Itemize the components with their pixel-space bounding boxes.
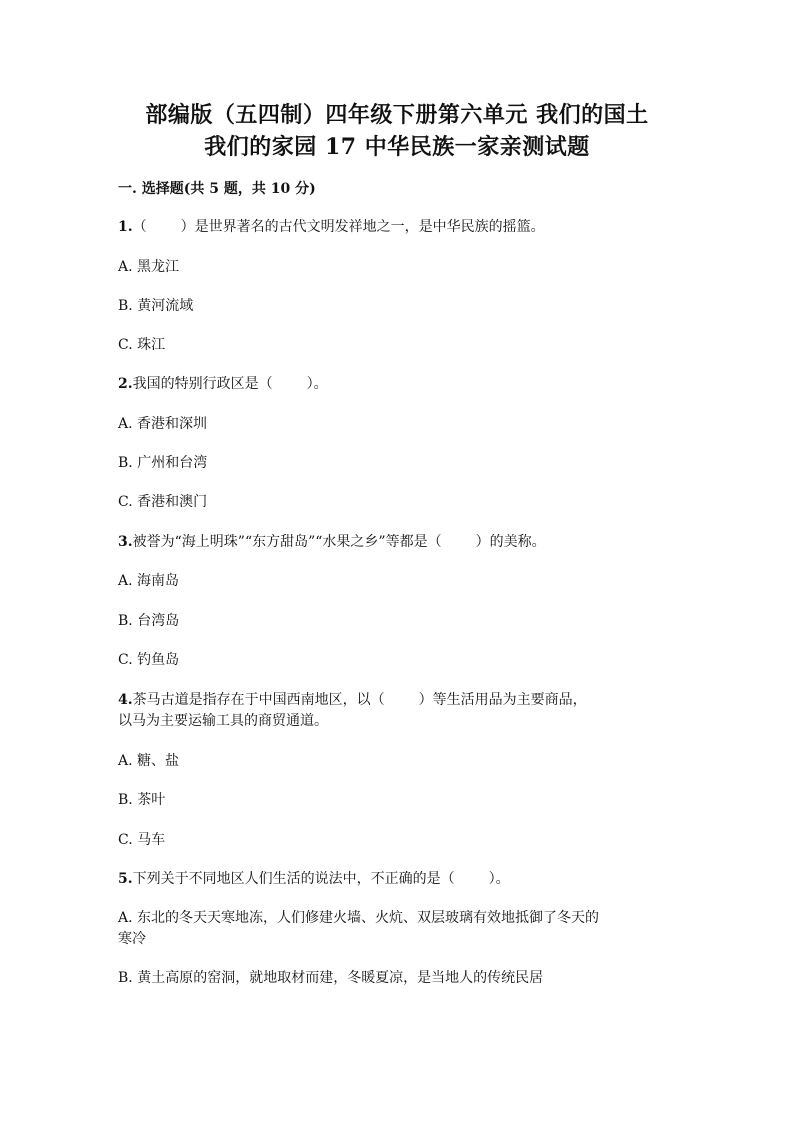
question-text-suffix: ）。	[306, 376, 328, 392]
option-a: A. 香港和深圳	[118, 416, 208, 432]
question-number: 3.	[118, 534, 133, 550]
question-3	[118, 531, 546, 553]
question-text-prefix: 下列关于不同地区人们生活的说法中，不正确的是（	[132, 871, 455, 887]
question-5	[118, 868, 510, 890]
page-title-line-1: 部编版（五四制）四年级下册第六单元 我们的国土	[145, 102, 649, 128]
option-a: A. 东北的冬天天寒地冻，人们修建火墙、火炕、双层玻璃有效地抵御了冬天的	[118, 910, 600, 926]
option-c: C. 珠江	[118, 337, 166, 353]
option-a: A. 黑龙江	[118, 259, 180, 275]
question-text-suffix: ）的美称。	[475, 534, 546, 550]
question-text-prefix: 我国的特别行政区是（	[132, 376, 273, 392]
question-text-prefix: 被誉为“海上明珠”“东方甜岛”“水果之乡”等都是（	[132, 534, 442, 550]
question-4	[118, 689, 587, 711]
option-a: A. 海南岛	[118, 573, 180, 589]
option-b: B. 黄河流域	[118, 298, 194, 314]
option-a-continuation: 寒冷	[118, 931, 146, 947]
question-text-suffix: ）。	[488, 871, 510, 887]
question-1	[118, 216, 545, 238]
option-c: C. 钓鱼岛	[118, 652, 180, 668]
question-text-suffix: ）等生活用品为主要商品，	[418, 692, 587, 708]
question-4-continuation: 以马为主要运输工具的商贸通道。	[118, 713, 328, 729]
question-number: 2.	[118, 376, 133, 392]
option-c: C. 香港和澳门	[118, 494, 208, 510]
option-b: B. 黄土高原的窑洞，就地取材而建，冬暖夏凉，是当地人的传统民居	[118, 970, 544, 986]
question-text-prefix: 茶马古道是指存在于中国西南地区，以（	[132, 692, 385, 708]
question-text-prefix: （	[132, 219, 147, 235]
question-number: 1.	[118, 219, 133, 235]
question-number: 5.	[118, 871, 133, 887]
option-a: A. 糖、盐	[118, 753, 180, 769]
question-2	[118, 373, 328, 395]
page-title-line-2: 我们的家园 17 中华民族一家亲测试题	[204, 134, 590, 160]
section-heading: 一. 选择题(共 5 题，共 10 分)	[118, 181, 316, 197]
option-b: B. 台湾岛	[118, 613, 180, 629]
question-number: 4.	[118, 692, 133, 708]
option-b: B. 茶叶	[118, 792, 166, 808]
question-text-suffix: ）是世界著名的古代文明发祥地之一，是中华民族的摇篮。	[180, 219, 545, 235]
option-c: C. 马车	[118, 832, 166, 848]
option-b: B. 广州和台湾	[118, 455, 208, 471]
